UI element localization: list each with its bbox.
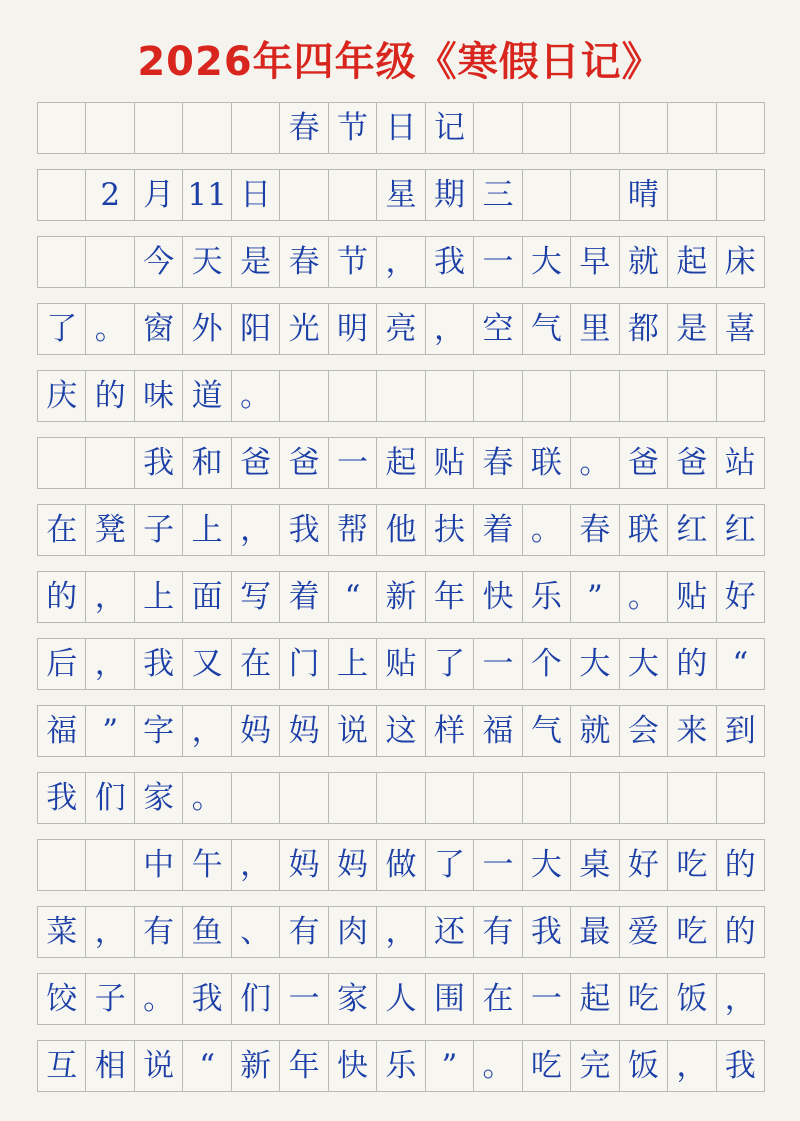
grid-cell: 11: [183, 170, 231, 220]
grid-cell: 桌: [571, 840, 619, 890]
grid-cell: 道: [183, 371, 231, 421]
grid-cell: [38, 840, 86, 890]
grid-cell: [620, 773, 668, 823]
grid-cell: 吃: [620, 974, 668, 1024]
grid-cell: 春: [474, 438, 522, 488]
grid-cell: 上: [329, 639, 377, 689]
grid-cell: [571, 773, 619, 823]
grid-cell: 我: [523, 907, 571, 957]
grid-cell: “: [183, 1041, 231, 1091]
grid-cell: 是: [232, 237, 280, 287]
grid-cell: “: [329, 572, 377, 622]
grid-cell: 有: [280, 907, 328, 957]
grid-cell: [620, 103, 668, 153]
grid-row: [37, 370, 765, 422]
grid-cell: [232, 103, 280, 153]
grid-cell: 妈: [329, 840, 377, 890]
grid-cell: 。: [474, 1041, 522, 1091]
grid-cell: 家: [135, 773, 183, 823]
grid-cell: 窗: [135, 304, 183, 354]
grid-cell: 的: [86, 371, 134, 421]
grid-cell: 们: [86, 773, 134, 823]
grid-cell: 日: [232, 170, 280, 220]
grid-cell: 是: [668, 304, 716, 354]
grid-row: [37, 906, 765, 958]
grid-cell: 子: [86, 974, 134, 1024]
grid-cell: ”: [86, 706, 134, 756]
grid-cell: 月: [135, 170, 183, 220]
grid-cell: 福: [38, 706, 86, 756]
grid-cell: 着: [280, 572, 328, 622]
grid-cell: 的: [38, 572, 86, 622]
grid-cell: 阳: [232, 304, 280, 354]
grid-row: [37, 772, 765, 824]
grid-cell: 大: [620, 639, 668, 689]
grid-cell: 写: [232, 572, 280, 622]
grid-cell: 肉: [329, 907, 377, 957]
grid-cell: 我: [135, 438, 183, 488]
grid-cell: [717, 371, 765, 421]
grid-cell: [280, 371, 328, 421]
grid-cell: 光: [280, 304, 328, 354]
grid-cell: 饭: [620, 1041, 668, 1091]
grid-cell: 上: [183, 505, 231, 555]
grid-cell: 做: [377, 840, 425, 890]
grid-cell: [377, 371, 425, 421]
grid-cell: 一: [474, 840, 522, 890]
grid-cell: 好: [620, 840, 668, 890]
grid-cell: 。: [183, 773, 231, 823]
grid-cell: [474, 103, 522, 153]
grid-cell: [280, 170, 328, 220]
grid-cell: 我: [38, 773, 86, 823]
grid-cell: ，: [86, 907, 134, 957]
grid-cell: 。: [523, 505, 571, 555]
grid-cell: 红: [668, 505, 716, 555]
grid-cell: 新: [232, 1041, 280, 1091]
grid-cell: 爸: [668, 438, 716, 488]
grid-cell: 天: [183, 237, 231, 287]
grid-cell: 站: [717, 438, 765, 488]
grid-cell: 饭: [668, 974, 716, 1024]
grid-cell: ，: [377, 907, 425, 957]
grid-cell: 帮: [329, 505, 377, 555]
writing-grid: [37, 102, 765, 1107]
grid-cell: 了: [426, 639, 474, 689]
grid-cell: [426, 773, 474, 823]
grid-cell: [717, 773, 765, 823]
grid-cell: 贴: [426, 438, 474, 488]
grid-cell: [668, 773, 716, 823]
grid-cell: [38, 103, 86, 153]
grid-cell: 家: [329, 974, 377, 1024]
grid-cell: 、: [232, 907, 280, 957]
grid-cell: ，: [232, 505, 280, 555]
grid-cell: 大: [523, 840, 571, 890]
grid-cell: 个: [523, 639, 571, 689]
grid-cell: 春: [280, 103, 328, 153]
grid-cell: ，: [183, 706, 231, 756]
grid-cell: [668, 103, 716, 153]
grid-cell: 了: [38, 304, 86, 354]
grid-row: [37, 303, 765, 355]
grid-cell: 爸: [280, 438, 328, 488]
grid-cell: 一: [474, 639, 522, 689]
grid-cell: ，: [86, 639, 134, 689]
grid-cell: 新: [377, 572, 425, 622]
grid-row: [37, 236, 765, 288]
grid-cell: 节: [329, 103, 377, 153]
grid-cell: 来: [668, 706, 716, 756]
grid-cell: 妈: [280, 840, 328, 890]
grid-cell: 还: [426, 907, 474, 957]
grid-cell: 妈: [280, 706, 328, 756]
grid-cell: 早: [571, 237, 619, 287]
grid-cell: 我: [280, 505, 328, 555]
grid-cell: [620, 371, 668, 421]
grid-cell: 庆: [38, 371, 86, 421]
grid-cell: 吃: [668, 907, 716, 957]
grid-cell: ，: [426, 304, 474, 354]
grid-cell: [523, 371, 571, 421]
grid-cell: [329, 170, 377, 220]
grid-cell: 我: [426, 237, 474, 287]
grid-row: [37, 102, 765, 154]
grid-cell: 爸: [232, 438, 280, 488]
grid-cell: 贴: [377, 639, 425, 689]
grid-cell: 大: [571, 639, 619, 689]
grid-cell: 样: [426, 706, 474, 756]
grid-cell: 春: [571, 505, 619, 555]
grid-cell: [38, 170, 86, 220]
grid-cell: ，: [717, 974, 765, 1024]
grid-cell: “: [717, 639, 765, 689]
grid-cell: 午: [183, 840, 231, 890]
grid-cell: 扶: [426, 505, 474, 555]
grid-cell: 爱: [620, 907, 668, 957]
grid-cell: 在: [38, 505, 86, 555]
grid-cell: 乐: [377, 1041, 425, 1091]
grid-cell: 的: [717, 907, 765, 957]
grid-row: [37, 705, 765, 757]
grid-cell: [523, 170, 571, 220]
grid-cell: 的: [717, 840, 765, 890]
grid-cell: 吃: [668, 840, 716, 890]
grid-cell: [377, 773, 425, 823]
grid-cell: 着: [474, 505, 522, 555]
grid-cell: [86, 237, 134, 287]
grid-cell: 菜: [38, 907, 86, 957]
grid-cell: 。: [135, 974, 183, 1024]
grid-cell: 快: [474, 572, 522, 622]
grid-cell: 一: [280, 974, 328, 1024]
grid-cell: 。: [620, 572, 668, 622]
grid-cell: 妈: [232, 706, 280, 756]
grid-cell: 记: [426, 103, 474, 153]
grid-cell: 中: [135, 840, 183, 890]
grid-cell: 快: [329, 1041, 377, 1091]
grid-cell: 年: [280, 1041, 328, 1091]
grid-cell: 门: [280, 639, 328, 689]
grid-row: [37, 973, 765, 1025]
grid-cell: 吃: [523, 1041, 571, 1091]
grid-cell: [86, 840, 134, 890]
grid-cell: 他: [377, 505, 425, 555]
grid-cell: 起: [571, 974, 619, 1024]
grid-cell: 我: [135, 639, 183, 689]
grid-cell: 饺: [38, 974, 86, 1024]
grid-cell: 联: [620, 505, 668, 555]
grid-cell: [329, 773, 377, 823]
grid-cell: [38, 237, 86, 287]
grid-cell: ”: [571, 572, 619, 622]
grid-cell: 节: [329, 237, 377, 287]
grid-cell: 这: [377, 706, 425, 756]
grid-cell: 晴: [620, 170, 668, 220]
grid-cell: ，: [668, 1041, 716, 1091]
grid-cell: 的: [668, 639, 716, 689]
grid-cell: [571, 371, 619, 421]
grid-cell: 一: [474, 237, 522, 287]
grid-cell: 星: [377, 170, 425, 220]
grid-cell: 在: [232, 639, 280, 689]
grid-cell: 外: [183, 304, 231, 354]
grid-cell: 面: [183, 572, 231, 622]
grid-cell: 在: [474, 974, 522, 1024]
grid-cell: 好: [717, 572, 765, 622]
grid-cell: ，: [232, 840, 280, 890]
grid-row: [37, 638, 765, 690]
grid-cell: 气: [523, 304, 571, 354]
grid-cell: [426, 371, 474, 421]
grid-cell: 爸: [620, 438, 668, 488]
grid-cell: 明: [329, 304, 377, 354]
grid-cell: [280, 773, 328, 823]
grid-cell: 期: [426, 170, 474, 220]
grid-cell: [86, 103, 134, 153]
grid-cell: 就: [571, 706, 619, 756]
grid-cell: 今: [135, 237, 183, 287]
grid-cell: 喜: [717, 304, 765, 354]
grid-cell: 凳: [86, 505, 134, 555]
grid-cell: 一: [523, 974, 571, 1024]
grid-cell: 就: [620, 237, 668, 287]
grid-cell: 我: [183, 974, 231, 1024]
grid-cell: 们: [232, 974, 280, 1024]
grid-cell: 2: [86, 170, 134, 220]
grid-cell: 年: [426, 572, 474, 622]
grid-cell: 又: [183, 639, 231, 689]
grid-cell: [183, 103, 231, 153]
grid-cell: 相: [86, 1041, 134, 1091]
grid-cell: [717, 103, 765, 153]
grid-cell: 会: [620, 706, 668, 756]
grid-row: [37, 504, 765, 556]
grid-cell: 都: [620, 304, 668, 354]
page-title: 2026年四年级《寒假日记》: [137, 39, 663, 85]
grid-cell: [717, 170, 765, 220]
grid-cell: 了: [426, 840, 474, 890]
grid-row: [37, 571, 765, 623]
grid-cell: [668, 371, 716, 421]
grid-cell: 到: [717, 706, 765, 756]
grid-cell: 大: [523, 237, 571, 287]
grid-cell: 有: [474, 907, 522, 957]
grid-cell: 日: [377, 103, 425, 153]
grid-cell: 人: [377, 974, 425, 1024]
grid-cell: [571, 170, 619, 220]
grid-cell: 完: [571, 1041, 619, 1091]
grid-cell: 气: [523, 706, 571, 756]
grid-cell: 一: [329, 438, 377, 488]
grid-cell: 后: [38, 639, 86, 689]
grid-cell: 空: [474, 304, 522, 354]
grid-cell: 我: [717, 1041, 765, 1091]
grid-cell: 最: [571, 907, 619, 957]
grid-cell: 乐: [523, 572, 571, 622]
grid-cell: 字: [135, 706, 183, 756]
grid-cell: [232, 773, 280, 823]
grid-cell: ，: [86, 572, 134, 622]
grid-row: [37, 437, 765, 489]
grid-cell: 亮: [377, 304, 425, 354]
grid-cell: 子: [135, 505, 183, 555]
grid-cell: 鱼: [183, 907, 231, 957]
grid-cell: 红: [717, 505, 765, 555]
grid-cell: 。: [571, 438, 619, 488]
grid-cell: [86, 438, 134, 488]
grid-row: [37, 1040, 765, 1092]
grid-cell: 福: [474, 706, 522, 756]
grid-cell: 春: [280, 237, 328, 287]
grid-cell: 床: [717, 237, 765, 287]
grid-cell: [474, 773, 522, 823]
grid-cell: [571, 103, 619, 153]
grid-cell: 贴: [668, 572, 716, 622]
grid-cell: [135, 103, 183, 153]
grid-cell: 起: [668, 237, 716, 287]
grid-cell: 说: [329, 706, 377, 756]
grid-row: [37, 839, 765, 891]
grid-cell: 有: [135, 907, 183, 957]
grid-cell: 说: [135, 1041, 183, 1091]
grid-cell: 围: [426, 974, 474, 1024]
grid-cell: 起: [377, 438, 425, 488]
grid-cell: 味: [135, 371, 183, 421]
grid-cell: 三: [474, 170, 522, 220]
grid-cell: [474, 371, 522, 421]
grid-cell: 和: [183, 438, 231, 488]
grid-cell: 互: [38, 1041, 86, 1091]
grid-cell: [668, 170, 716, 220]
grid-cell: ”: [426, 1041, 474, 1091]
grid-cell: 联: [523, 438, 571, 488]
grid-cell: 里: [571, 304, 619, 354]
grid-row: [37, 169, 765, 221]
grid-cell: ，: [377, 237, 425, 287]
grid-cell: [38, 438, 86, 488]
grid-cell: [523, 103, 571, 153]
grid-cell: 上: [135, 572, 183, 622]
grid-cell: [329, 371, 377, 421]
grid-cell: [523, 773, 571, 823]
grid-cell: 。: [86, 304, 134, 354]
grid-cell: 。: [232, 371, 280, 421]
